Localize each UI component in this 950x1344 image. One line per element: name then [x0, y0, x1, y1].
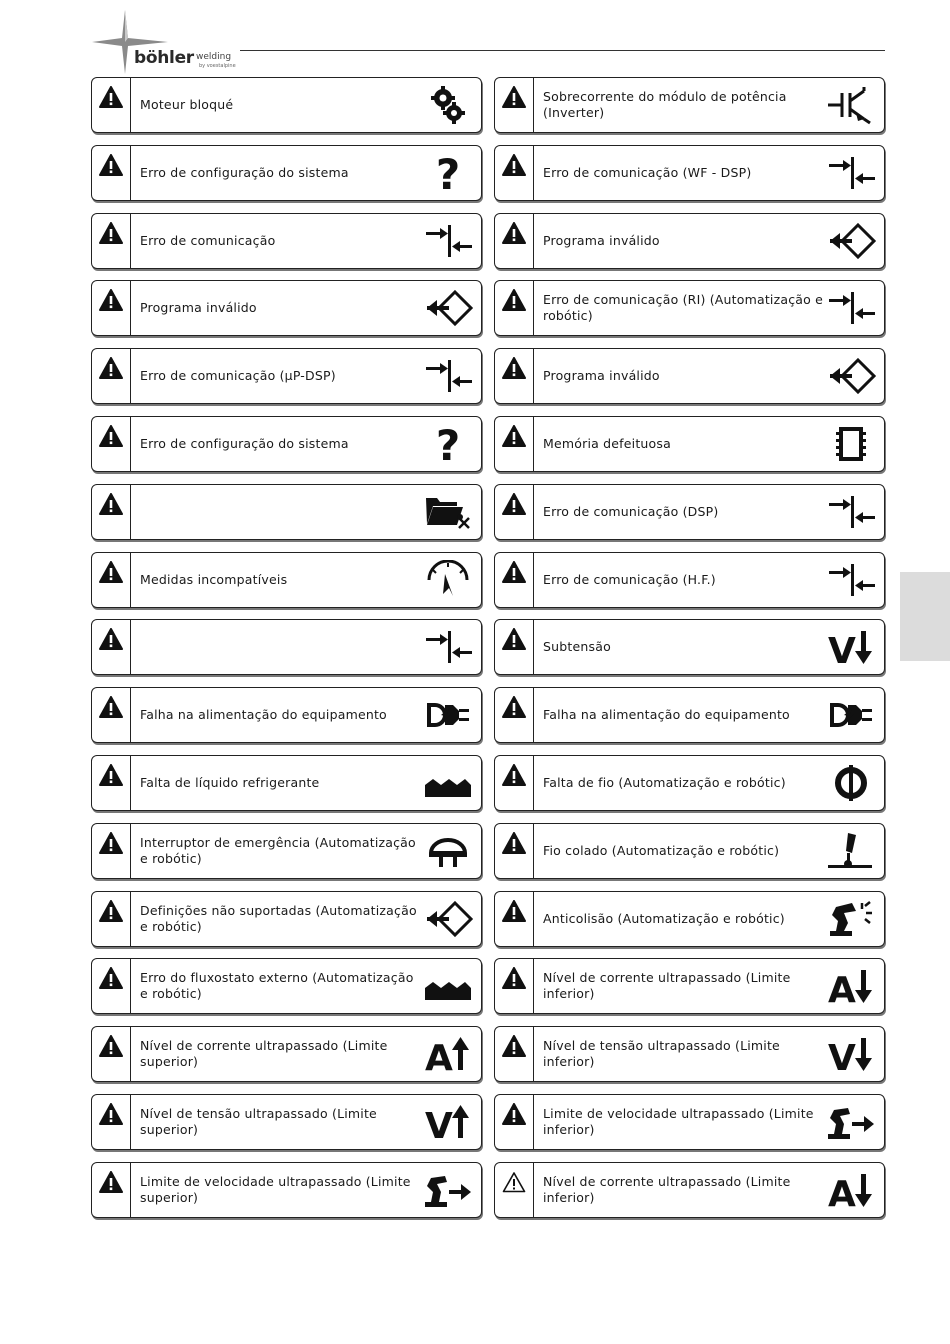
alarm-label: Erro de comunicação (DSP): [543, 503, 719, 519]
gauge-icon: [423, 560, 473, 600]
memory-chip-icon: [826, 424, 876, 464]
robot-speed-icon: [826, 1102, 876, 1142]
alarm-card: [494, 145, 885, 201]
alarm-label: Erro do fluxostato externo (Automatização e robótic): [140, 970, 414, 1002]
warning-icon: [495, 349, 534, 403]
stuck-wire-icon: [826, 831, 876, 871]
voltage-down-icon: [826, 627, 876, 667]
emergency-button-icon: [423, 831, 473, 871]
question-icon: [423, 424, 473, 464]
alarm-card: [91, 823, 482, 879]
alarm-card: [91, 280, 482, 336]
warning-icon: [92, 756, 131, 810]
warning-icon: [92, 1027, 131, 1081]
transistor-icon: [826, 85, 876, 125]
communication-arrows-icon: [826, 153, 876, 193]
warning-icon: [495, 281, 534, 335]
alarm-card: [494, 687, 885, 743]
alarm-label: Erro de comunicação (µP-DSP): [140, 368, 336, 384]
coolant-icon: [423, 763, 473, 803]
header-rule: [240, 50, 885, 51]
svg-text:V: V: [828, 1038, 856, 1075]
alarm-label: Programa inválido: [543, 368, 660, 384]
current-down-icon: [826, 1170, 876, 1210]
alarm-card: [494, 348, 885, 404]
question-icon: [423, 153, 473, 193]
invalid-program-icon: [826, 221, 876, 261]
voltage-up-icon: [423, 1102, 473, 1142]
communication-arrows-icon: [826, 560, 876, 600]
alarm-card: [91, 1094, 482, 1150]
alarm-card: [494, 416, 885, 472]
alarm-label: Erro de comunicação: [140, 232, 276, 248]
warning-icon: [495, 146, 534, 200]
alarm-label: Nível de tensão ultrapassado (Limite inferior): [543, 1038, 780, 1070]
alarm-label: Nível de tensão ultrapassado (Limite superior): [140, 1106, 377, 1137]
alarm-card: [91, 213, 482, 269]
warning-icon: [92, 417, 131, 471]
power-plug-icon: [826, 695, 876, 735]
warning-icon: [495, 553, 534, 607]
invalid-program-icon: [423, 899, 473, 939]
warning-icon: [92, 688, 131, 742]
alarm-card: [91, 958, 482, 1014]
alarm-card: [91, 619, 482, 675]
alarm-label: Falha na alimentação do equipamento: [543, 707, 790, 723]
svg-text:V: V: [425, 1106, 453, 1142]
alarm-label: Nível de corrente ultrapassado (Limite inferior): [543, 970, 791, 1002]
alarm-label: [140, 485, 425, 539]
alarm-label: Programa inválido: [140, 300, 257, 316]
warning-icon: [92, 146, 131, 200]
alarm-label: Nível de corrente ultrapassado (Limite inferior): [543, 1173, 791, 1205]
robot-speed-icon: [423, 1170, 473, 1210]
communication-arrows-icon: [423, 627, 473, 667]
alarm-card: [91, 891, 482, 947]
warning-icon: [495, 824, 534, 878]
svg-text:A: A: [828, 1173, 856, 1210]
warning-icon: [495, 1027, 534, 1081]
alarm-card: [91, 416, 482, 472]
warning-icon: [92, 78, 131, 132]
warning-icon: [92, 214, 131, 268]
alarm-card: [91, 687, 482, 743]
warning-icon: [92, 553, 131, 607]
warning-icon: [92, 959, 131, 1013]
alarm-label: Erro de comunicação (WF - DSP): [543, 164, 752, 180]
alarm-card: [494, 77, 885, 133]
alarm-card: [494, 1162, 885, 1218]
brand-tagline: by voestalpine: [199, 63, 236, 69]
alarm-label: Moteur bloqué: [140, 97, 234, 112]
warning-icon: [495, 78, 534, 132]
alarm-label: Erro de configuração do sistema: [140, 436, 349, 451]
side-tab: [900, 572, 950, 661]
folder-tools-icon: [423, 492, 473, 532]
alarm-label: [140, 620, 425, 674]
alarm-card: [91, 348, 482, 404]
alarm-card: [494, 755, 885, 811]
warning-icon: [92, 620, 131, 674]
alarm-label: Falha na alimentação do equipamento: [140, 707, 387, 723]
warning-icon: [495, 688, 534, 742]
alarm-card: [91, 145, 482, 201]
warning-icon: [92, 824, 131, 878]
alarm-card: [494, 552, 885, 608]
svg-text:V: V: [828, 631, 856, 668]
warning-icon: [92, 349, 131, 403]
alarm-card: [494, 1026, 885, 1082]
alarm-label: Programa inválido: [543, 232, 660, 248]
gears-icon: [423, 85, 473, 125]
alarm-label: Limite de velocidade ultrapassado (Limite inferior): [543, 1106, 814, 1137]
communication-arrows-icon: [423, 221, 473, 261]
power-plug-icon: [423, 695, 473, 735]
alarm-label: Medidas incompatíveis: [140, 571, 288, 587]
alarm-card: [494, 619, 885, 675]
alarm-card: [494, 280, 885, 336]
alarm-card: [494, 891, 885, 947]
wire-spool-icon: [826, 763, 876, 803]
warning-icon: [495, 485, 534, 539]
warning-icon: [495, 756, 534, 810]
current-down-icon: [826, 966, 876, 1006]
communication-arrows-icon: [423, 356, 473, 396]
warning-icon: [495, 620, 534, 674]
alarm-card: [91, 1026, 482, 1082]
alarm-card: [494, 213, 885, 269]
warning-icon: [495, 417, 534, 471]
warning-icon: [495, 1163, 534, 1217]
alarm-card: [91, 755, 482, 811]
alarm-label: Erro de configuração do sistema: [140, 164, 349, 180]
page-header: [90, 8, 890, 78]
coolant-icon: [423, 966, 473, 1006]
warning-icon: [92, 281, 131, 335]
alarm-card: [494, 484, 885, 540]
alarm-card: [91, 552, 482, 608]
warning-icon: [495, 959, 534, 1013]
alarm-card: [494, 958, 885, 1014]
alarm-label: Definições não suportadas (Automatização e robótic): [140, 902, 417, 934]
alarm-card: [91, 77, 482, 133]
warning-icon: [495, 1095, 534, 1149]
communication-arrows-icon: [826, 288, 876, 328]
warning-icon: [92, 1163, 131, 1217]
invalid-program-icon: [826, 356, 876, 396]
alarm-label: Nível de corrente ultrapassado (Limite superior): [140, 1038, 388, 1070]
invalid-program-icon: [423, 288, 473, 328]
voltage-down-icon: [826, 1034, 876, 1074]
alarm-label: Limite de velocidade ultrapassado (Limite superior): [140, 1173, 411, 1205]
svg-text:A: A: [828, 970, 856, 1007]
alarm-label: Sobrecorrente do módulo de potência (Inverter): [543, 89, 787, 120]
warning-icon: [92, 485, 131, 539]
alarm-label: Erro de comunicação (RI) (Automatização e robótic): [543, 292, 824, 324]
brand-name: böhler: [134, 48, 194, 68]
alarm-label: Erro de comunicação (H.F.): [543, 571, 716, 587]
robot-collision-icon: [826, 899, 876, 939]
warning-icon: [495, 214, 534, 268]
alarm-label: Falta de líquido refrigerante: [140, 775, 320, 790]
current-up-icon: [423, 1034, 473, 1074]
warning-icon: [92, 1095, 131, 1149]
communication-arrows-icon: [826, 492, 876, 532]
alarm-label: Fio colado (Automatização e robótic): [543, 842, 780, 858]
svg-text:?: ?: [435, 152, 461, 193]
svg-text:?: ?: [435, 424, 461, 464]
alarm-label: Interruptor de emergência (Automatização e robótic): [140, 834, 416, 866]
alarm-label: Anticolisão (Automatização e robótic): [543, 910, 785, 926]
alarm-label: Falta de fio (Automatização e robótic): [543, 775, 786, 790]
warning-icon: [495, 892, 534, 946]
brand-sub: welding: [196, 52, 232, 62]
alarm-label: Memória defeituosa: [543, 436, 671, 451]
alarm-label: Subtensão: [543, 639, 611, 655]
svg-text:A: A: [425, 1038, 453, 1075]
alarm-card: [91, 484, 482, 540]
warning-icon: [92, 892, 131, 946]
alarm-card: [494, 1094, 885, 1150]
alarm-card: [494, 823, 885, 879]
alarm-card: [91, 1162, 482, 1218]
